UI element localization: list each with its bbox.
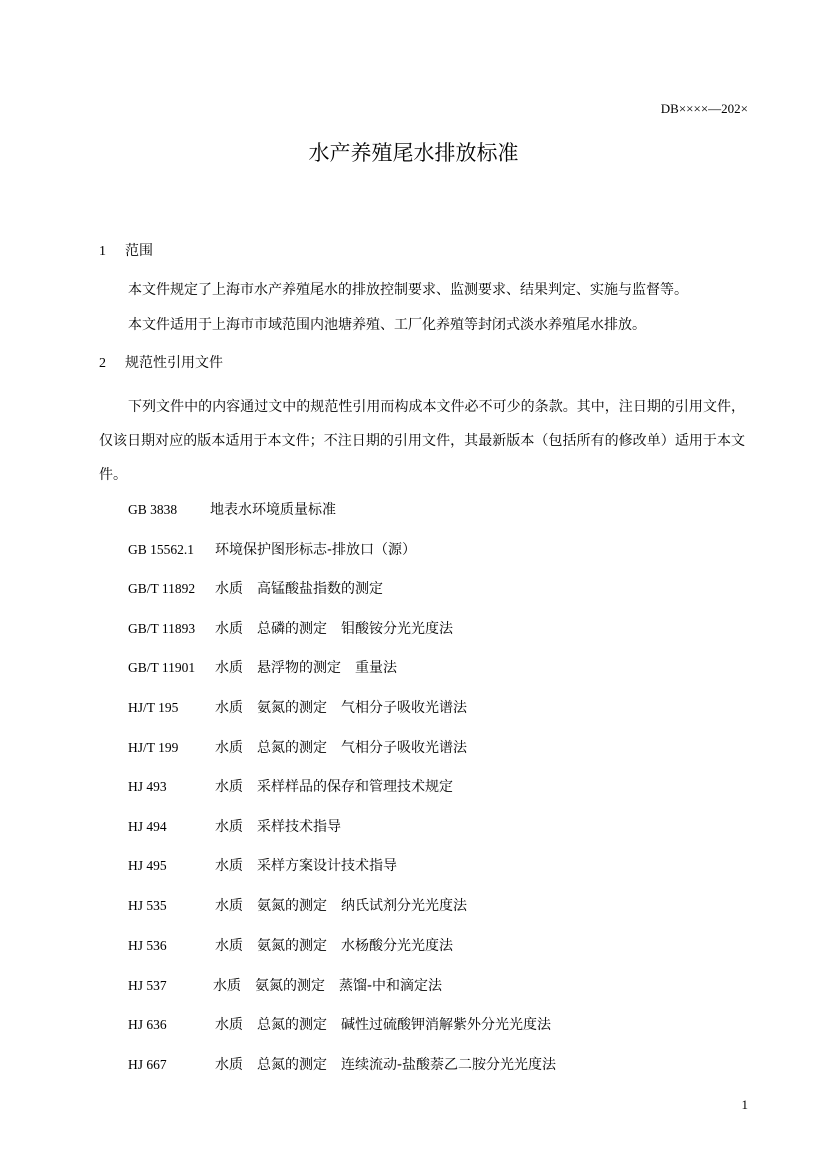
reference-code: GB 3838 (128, 502, 178, 517)
reference-code: HJ/T 195 (128, 700, 179, 715)
reference-code: HJ 536 (128, 938, 167, 953)
reference-title: 水质 氨氮的测定 纳氏试剂分光光度法 (215, 898, 467, 914)
reference-title: 水质 氨氮的测定 蒸馏-中和滴定法 (213, 978, 443, 994)
section-number: 2 (99, 356, 106, 371)
section-title: 范围 (125, 243, 153, 259)
reference-title: 水质 总氮的测定 气相分子吸收光谱法 (215, 740, 467, 756)
reference-code: GB/T 11892 (128, 581, 196, 596)
reference-code: HJ 495 (128, 858, 167, 873)
section-heading-normative-references (99, 352, 223, 372)
list-item (128, 737, 467, 757)
list-item (128, 697, 467, 717)
reference-title: 水质 氨氮的测定 水杨酸分光光度法 (215, 938, 453, 954)
list-item (128, 1054, 556, 1074)
reference-title: 水质 采样技术指导 (215, 819, 341, 835)
reference-code: HJ 537 (128, 978, 167, 993)
reference-code: GB 15562.1 (128, 542, 195, 557)
reference-code: HJ 636 (128, 1017, 167, 1032)
paragraph: 下列文件中的内容通过文中的规范性引用而构成本文件必不可少的条款。其中，注日期的引用文件，仅该日期对应的版本适用于本文件；不注日期的引用文件，其最新版本（包括所有的修改单）适用于本文件。 (99, 399, 745, 483)
paragraph: 本文件适用于上海市市域范围内池塘养殖、工厂化养殖等封闭式淡水养殖尾水排放。 (128, 317, 646, 333)
list-item (128, 776, 453, 796)
reference-code: HJ 667 (128, 1057, 167, 1072)
list-item (128, 657, 397, 677)
reference-title: 水质 高锰酸盐指数的测定 (215, 581, 383, 597)
reference-title: 地表水环境质量标准 (210, 502, 336, 518)
list-item (128, 1014, 551, 1034)
section-heading-scope (99, 240, 153, 260)
reference-title: 环境保护图形标志-排放口（源） (215, 542, 417, 558)
page-number: 1 (741, 1097, 748, 1112)
paragraph: 本文件规定了上海市水产养殖尾水的排放控制要求、监测要求、结果判定、实施与监督等。 (128, 282, 688, 298)
reference-title: 水质 采样样品的保存和管理技术规定 (215, 779, 453, 795)
reference-code: HJ 535 (128, 898, 167, 913)
list-item (128, 618, 453, 638)
reference-title: 水质 总磷的测定 钼酸铵分光光度法 (215, 621, 453, 637)
list-item (128, 578, 383, 598)
list-item (128, 816, 341, 836)
reference-code: HJ 493 (128, 779, 167, 794)
reference-title: 水质 悬浮物的测定 重量法 (215, 660, 397, 676)
reference-code: HJ 494 (128, 819, 167, 834)
reference-code: HJ/T 199 (128, 740, 179, 755)
reference-code: GB/T 11901 (128, 660, 196, 675)
list-item (128, 855, 397, 875)
document-code: DB××××—202× (660, 101, 748, 116)
list-item (128, 975, 442, 995)
reference-title: 水质 总氮的测定 连续流动-盐酸萘乙二胺分光光度法 (215, 1057, 557, 1073)
reference-code: GB/T 11893 (128, 621, 196, 636)
list-item (128, 895, 467, 915)
reference-title: 水质 总氮的测定 碱性过硫酸钾消解紫外分光光度法 (215, 1017, 551, 1033)
list-item (128, 935, 453, 955)
list-item (128, 539, 416, 559)
page-title: 水产养殖尾水排放标准 (308, 141, 519, 165)
section-number: 1 (99, 244, 106, 259)
section-title: 规范性引用文件 (125, 355, 223, 371)
reference-title: 水质 氨氮的测定 气相分子吸收光谱法 (215, 700, 467, 716)
reference-title: 水质 采样方案设计技术指导 (215, 858, 397, 874)
list-item (128, 499, 336, 519)
